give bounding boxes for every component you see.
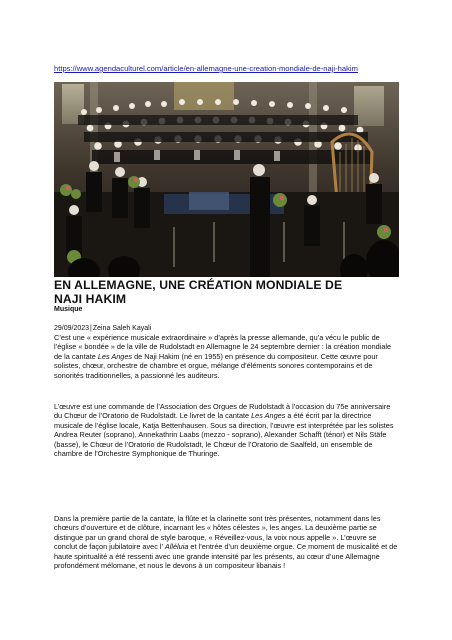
paragraph-1-work-title: Les Anges bbox=[97, 351, 133, 361]
article-paragraph-3 bbox=[54, 514, 399, 570]
concert-photo bbox=[54, 82, 399, 277]
article-title-line-1: EN ALLEMAGNE, UNE CRÉATION MONDIALE DE bbox=[54, 278, 343, 292]
article-url-link[interactable]: https://www.agendaculturel.com/article/en-allemagne-une-creation-mondiale-de-naji-hakim bbox=[54, 64, 358, 73]
article-title bbox=[54, 278, 399, 306]
paragraph-2-text-a: L’œuvre est une commande de l’Association des Orgues de Rudolstadt à l’occasion du 75e anniversaire du Chœur de l’Oratorio de Rudolstadt. Le livret de la cantate bbox=[54, 402, 391, 421]
article-byline bbox=[54, 325, 151, 332]
article-title-line-2: NAJI HAKIM bbox=[54, 292, 127, 306]
article-author[interactable]: Zeina Saleh Kayali bbox=[92, 325, 152, 332]
paragraph-3-text-a: Dans la première partie de la cantate, la flûte et la clarinette sont très présentes, notamment dans les chœurs d’ouverture et de clôture, incarnant les « hôtes célestes », les anges. La deuxième partie se distingue par un grand choral de style baroque, « Réveillez-vous, la voix nous appelle ». L’œuvre se conclut de façon jubilatoire avec l’ bbox=[54, 514, 381, 552]
article-paragraph-1 bbox=[54, 333, 399, 380]
paragraph-1-text-b: de Naji Hakim (né en 1955) en présence du compositeur. Cette œuvre pour solistes, chœur, orchestre de chambre et orgue, mélange d’éléments sonores contemporains et de sonorités traditionnelles, a passionné les auditeurs. bbox=[54, 351, 378, 380]
article-paragraph-2 bbox=[54, 402, 399, 458]
paragraph-3-work-title: Alléluia bbox=[164, 542, 189, 552]
byline-separator: | bbox=[90, 325, 92, 332]
paragraph-1-text-a: C’est une « expérience musicale extraordinaire » d’après la presse allemande, qu’a vécu le public de l’église « bondée » de la ville de Rudolstadt en Allemagne le 24 septembre dernier : la création mondiale de la cantate bbox=[54, 333, 392, 361]
paragraph-2-text-b: a été écrit par la directrice musicale de l’église locale, Katja Bettenhausen. Sous sa direction, l’œuvre est interprétée par les solistes Andrea Reuter (soprano), Annekathrin Laabs (mezzo - soprano), Alexander Schafft (ténor) et Nils Stäfe (basse), le Chœur de l’Oratorio de Rudolstadt, le Chœur de l’Oratorio de Saalfeld, un ensemble de chambre de l’Orchestre Symphonique de Thuringe. bbox=[54, 411, 394, 459]
paragraph-2-work-title: Les Anges bbox=[251, 411, 286, 421]
paragraph-3-text-b: et l’entrée d’un deuxième orgue. Ce moment de musicalité et de haute spiritualité a été ressenti avec une grande intensité par les présents, au cœur d’une Allemagne profondément mélomane, et nous le devons à un compositeur libanais ! bbox=[54, 542, 398, 571]
article-category: Musique bbox=[54, 306, 83, 313]
article-date: 29/09/2023 bbox=[54, 325, 90, 332]
